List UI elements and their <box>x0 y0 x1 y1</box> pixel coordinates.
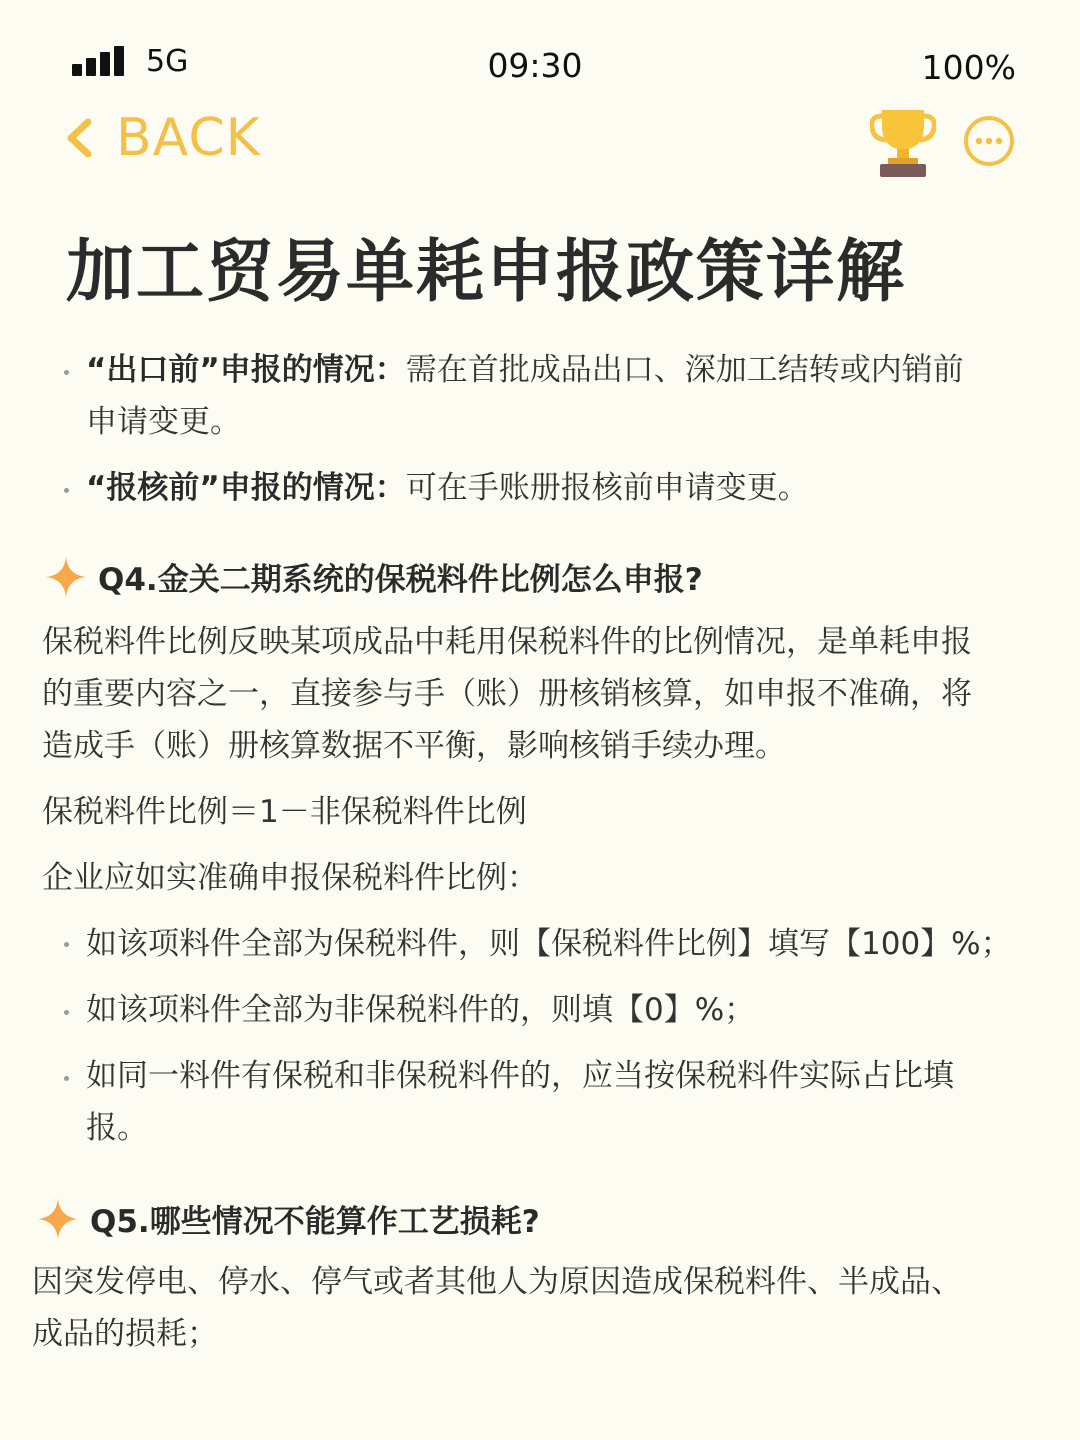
q4-paragraph <box>42 616 1052 772</box>
more-options-icon[interactable] <box>962 114 1016 168</box>
text-line: 的重要内容之一，直接参与手（账）册核销核算，如申报不准确，将 <box>42 676 972 712</box>
text-line: 造成手（账）册核算数据不平衡，影响核销手续办理。 <box>42 728 786 764</box>
sparkle-icon <box>44 555 88 599</box>
text-line: 保税料件比例反映某项成品中耗用保税料件的比例情况，是单耗申报 <box>42 624 972 660</box>
chevron-left-icon <box>62 116 96 160</box>
list-item <box>86 344 1046 448</box>
bullet-text: 如同一料件有保税和非保税料件的，应当按保税料件实际占比填 <box>86 1058 954 1094</box>
bullet-label: “出口前”申报的情况： <box>86 352 406 388</box>
q4-intro: 企业应如实准确申报保税料件比例： <box>42 860 538 896</box>
back-label: BACK <box>116 108 261 168</box>
text-line: 因突发停电、停水、停气或者其他人为原因造成保税料件、半成品、 <box>32 1264 962 1300</box>
network-type: 5G <box>146 44 189 79</box>
q5-heading: Q5.哪些情况不能算作工艺损耗? <box>90 1204 540 1240</box>
trophy-icon[interactable] <box>870 106 936 178</box>
bullet-text: 可在手账册报核前申请变更。 <box>405 470 809 506</box>
bullet-dot <box>64 488 69 493</box>
clock: 09:30 <box>487 46 583 85</box>
q4-formula: 保税料件比例＝1－非保税料件比例 <box>42 794 527 830</box>
bullet-text: 需在首批成品出口、深加工结转或内销前 <box>405 352 964 388</box>
bullet-dot <box>64 1076 69 1081</box>
q4-heading: Q4.金关二期系统的保税料件比例怎么申报? <box>98 562 703 598</box>
list-item <box>86 918 1046 970</box>
bullet-dot <box>64 942 69 947</box>
section-heading-q5 <box>36 1196 540 1241</box>
bullet-text-cont: 申请变更。 <box>86 404 241 440</box>
bullet-dot <box>64 1010 69 1015</box>
bullet-text: 如该项料件全部为非保税料件的，则填【0】%； <box>86 992 756 1028</box>
section-heading-q4 <box>44 554 703 599</box>
list-item <box>86 462 1046 514</box>
bullet-dot <box>64 370 69 375</box>
status-bar <box>0 36 1080 92</box>
list-item <box>86 1050 1046 1154</box>
battery-level: 100% <box>921 48 1016 87</box>
navigation-bar <box>0 100 1080 180</box>
page-title: 加工贸易单耗申报政策详解 <box>66 233 907 312</box>
back-button[interactable] <box>62 108 261 168</box>
list-item <box>86 984 1046 1036</box>
text-line: 成品的损耗； <box>32 1316 218 1352</box>
q5-paragraph <box>32 1256 1052 1360</box>
bullet-label: “报核前”申报的情况： <box>86 470 406 506</box>
sparkle-icon <box>36 1197 80 1241</box>
bullet-text: 如该项料件全部为保税料件，则【保税料件比例】填写【100】%； <box>86 926 1012 962</box>
bullet-text-cont: 报。 <box>86 1110 148 1146</box>
